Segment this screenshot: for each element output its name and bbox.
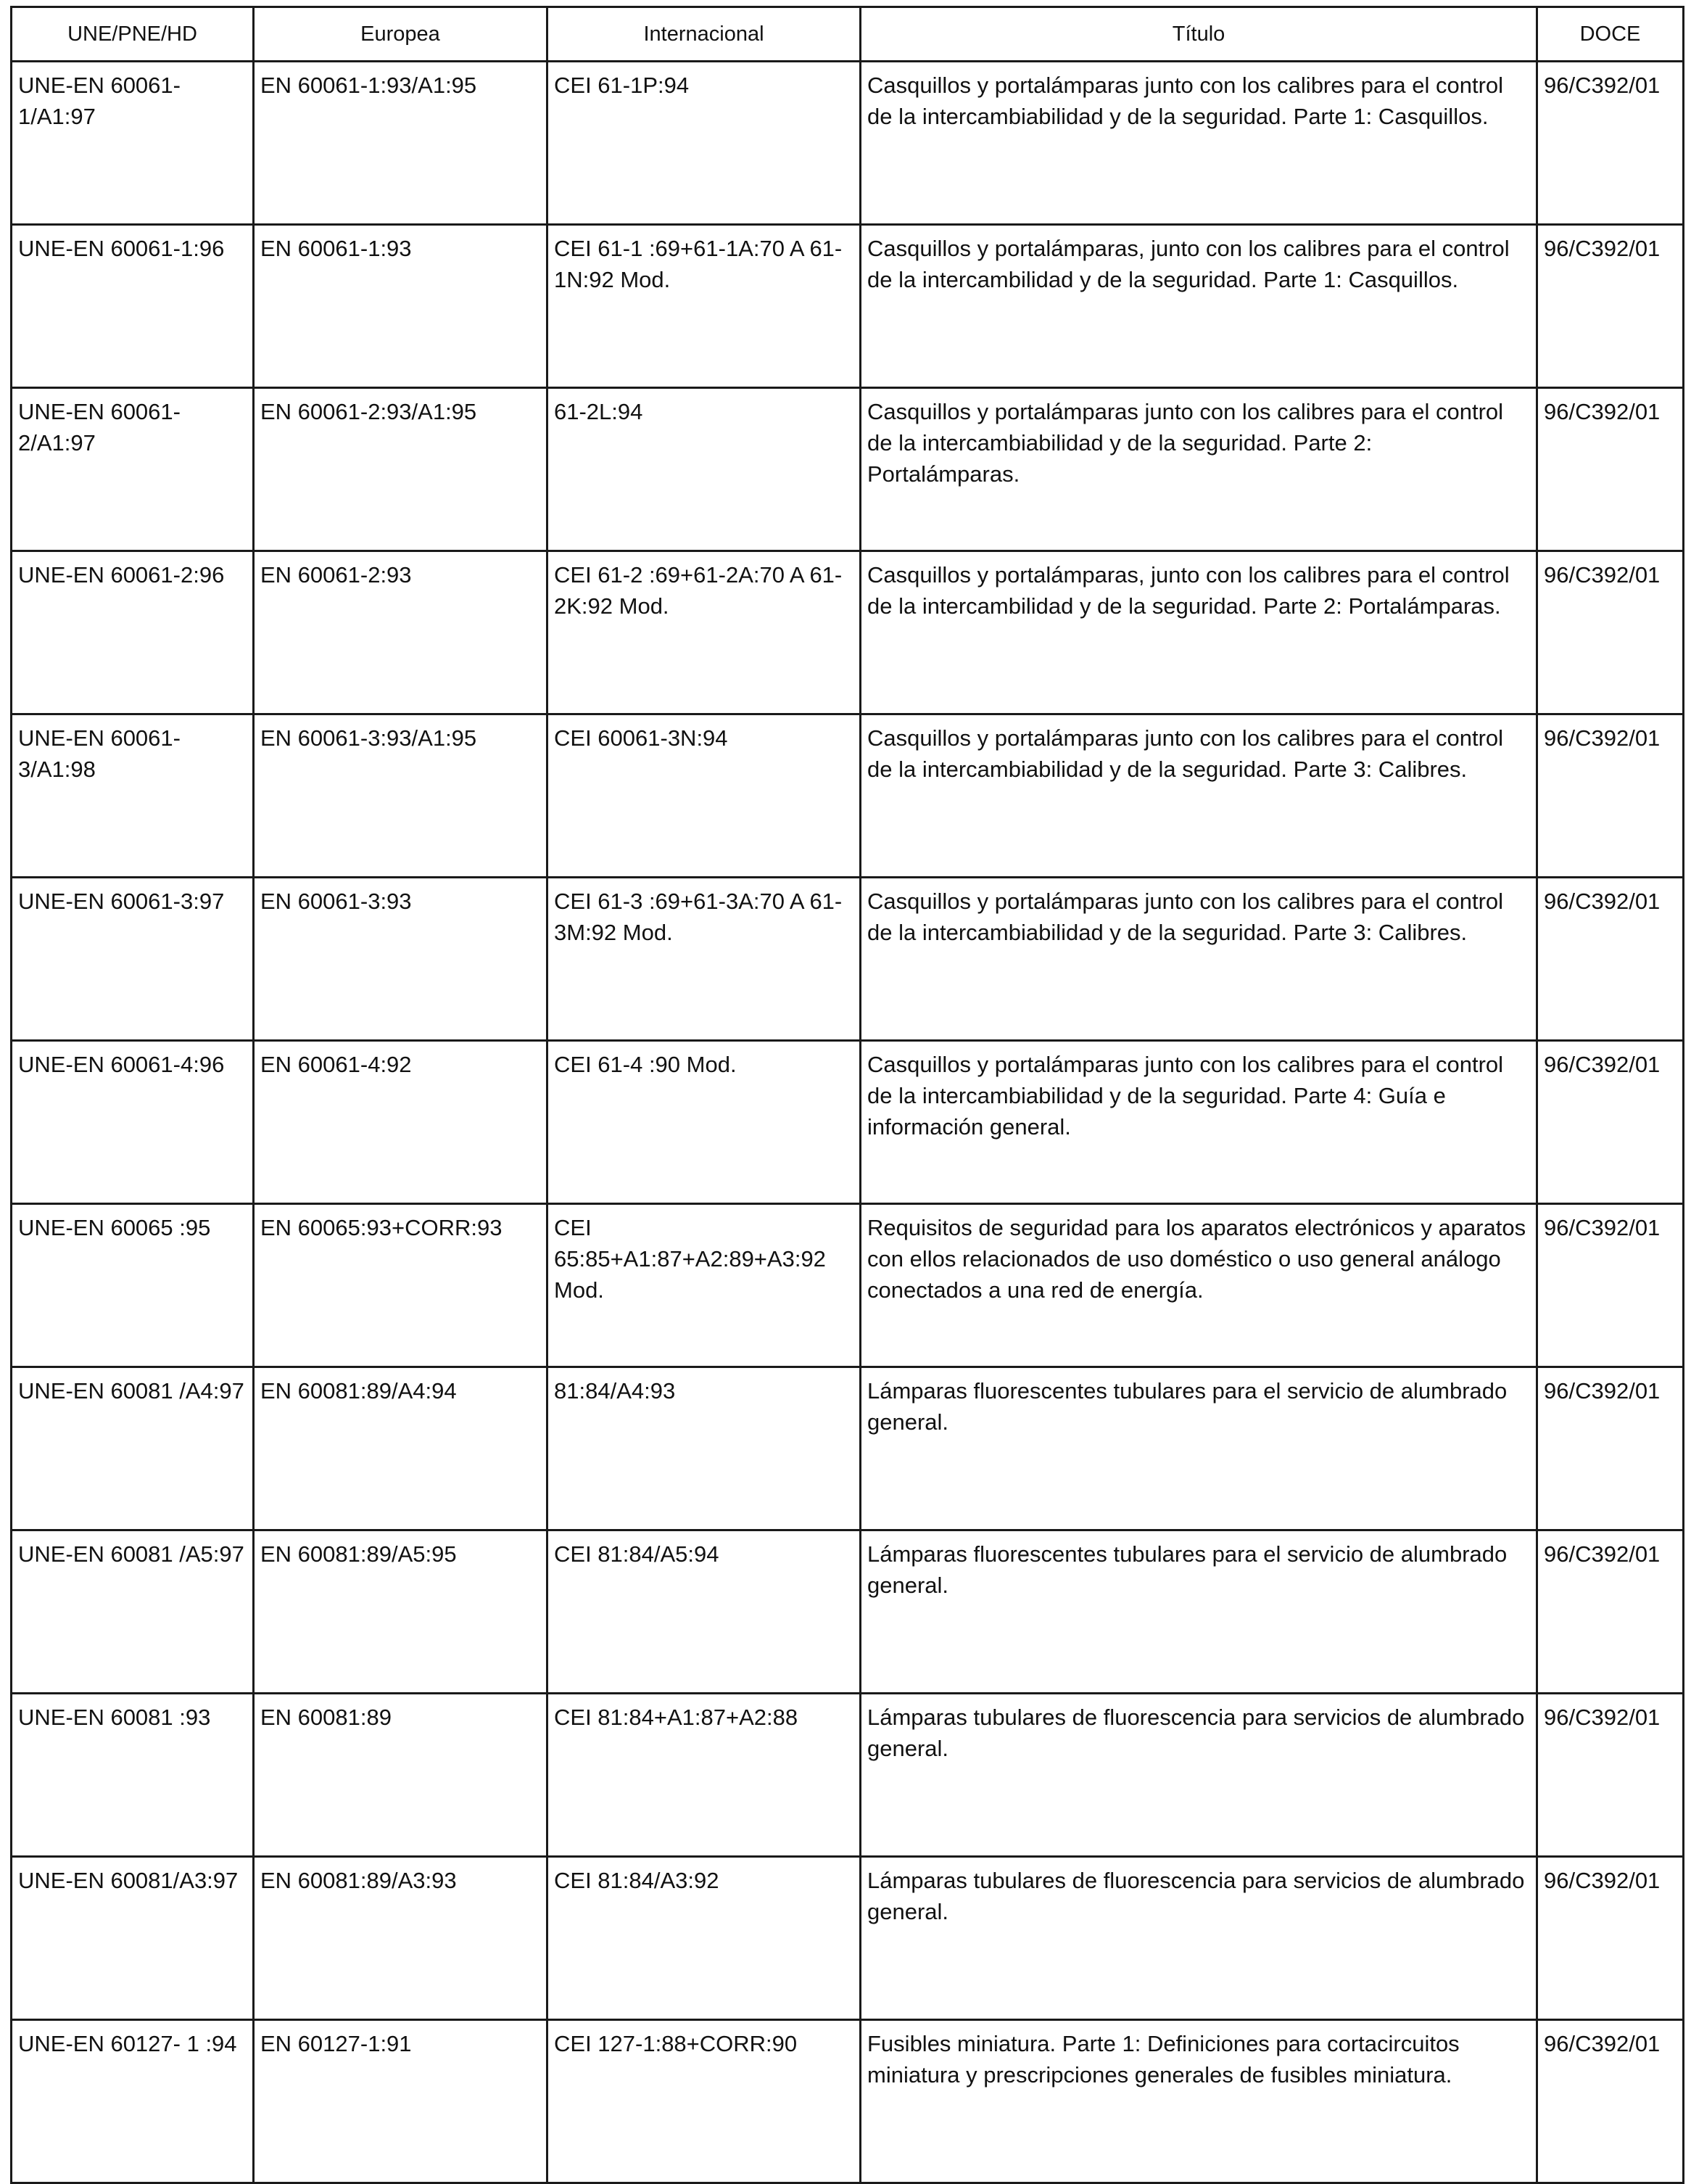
cell-une: UNE-EN 60061-1/A1:97 bbox=[12, 62, 254, 225]
standards-table bbox=[10, 6, 1684, 2184]
table-row bbox=[12, 1694, 1684, 1857]
cell-internacional: CEI 127-1:88+CORR:90 bbox=[547, 2020, 861, 2183]
table-row bbox=[12, 551, 1684, 714]
cell-doce: 96/C392/01 bbox=[1537, 2020, 1684, 2183]
table-row bbox=[12, 2020, 1684, 2183]
table-row bbox=[12, 388, 1684, 551]
cell-une: UNE-EN 60061-3:97 bbox=[12, 878, 254, 1041]
cell-titulo: Lámparas fluorescentes tubulares para el servicio de alumbrado general. bbox=[861, 1530, 1537, 1694]
cell-titulo: Casquillos y portalámparas junto con los calibres para el control de la intercambiabilidad y de la seguridad. Parte 3: Calibres. bbox=[861, 878, 1537, 1041]
cell-internacional: CEI 61-1P:94 bbox=[547, 62, 861, 225]
cell-une: UNE-EN 60081 :93 bbox=[12, 1694, 254, 1857]
cell-internacional: CEI 81:84/A5:94 bbox=[547, 1530, 861, 1694]
cell-une: UNE-EN 60061-1:96 bbox=[12, 225, 254, 388]
cell-une: UNE-EN 60061-2:96 bbox=[12, 551, 254, 714]
cell-une: UNE-EN 60061-4:96 bbox=[12, 1041, 254, 1204]
cell-doce: 96/C392/01 bbox=[1537, 62, 1684, 225]
cell-europea: EN 60061-4:92 bbox=[254, 1041, 547, 1204]
cell-europea: EN 60081:89/A5:95 bbox=[254, 1530, 547, 1694]
cell-internacional: CEI 81:84+A1:87+A2:88 bbox=[547, 1694, 861, 1857]
cell-europea: EN 60081:89/A4:94 bbox=[254, 1367, 547, 1530]
table-row bbox=[12, 878, 1684, 1041]
table-row bbox=[12, 1041, 1684, 1204]
cell-titulo: Lámparas tubulares de fluorescencia para servicios de alumbrado general. bbox=[861, 1694, 1537, 1857]
cell-doce: 96/C392/01 bbox=[1537, 1041, 1684, 1204]
cell-europea: EN 60061-1:93/A1:95 bbox=[254, 62, 547, 225]
cell-internacional: CEI 61-1 :69+61-1A:70 A 61-1N:92 Mod. bbox=[547, 225, 861, 388]
table-row bbox=[12, 714, 1684, 878]
cell-doce: 96/C392/01 bbox=[1537, 388, 1684, 551]
cell-europea: EN 60127-1:91 bbox=[254, 2020, 547, 2183]
table-row bbox=[12, 225, 1684, 388]
cell-internacional: CEI 61-2 :69+61-2A:70 A 61-2K:92 Mod. bbox=[547, 551, 861, 714]
cell-une: UNE-EN 60081/A3:97 bbox=[12, 1857, 254, 2020]
cell-une: UNE-EN 60127- 1 :94 bbox=[12, 2020, 254, 2183]
cell-titulo: Lámparas fluorescentes tubulares para el servicio de alumbrado general. bbox=[861, 1367, 1537, 1530]
cell-internacional: CEI 65:85+A1:87+A2:89+A3:92 Mod. bbox=[547, 1204, 861, 1367]
cell-internacional: 81:84/A4:93 bbox=[547, 1367, 861, 1530]
cell-europea: EN 60065:93+CORR:93 bbox=[254, 1204, 547, 1367]
header-europea: Europea bbox=[254, 7, 547, 62]
cell-doce: 96/C392/01 bbox=[1537, 1530, 1684, 1694]
cell-titulo: Fusibles miniatura. Parte 1: Definiciones para cortacircuitos miniatura y prescripciones generales de fusibles miniatura. bbox=[861, 2020, 1537, 2183]
cell-europea: EN 60081:89 bbox=[254, 1694, 547, 1857]
cell-doce: 96/C392/01 bbox=[1537, 1857, 1684, 2020]
cell-europea: EN 60061-1:93 bbox=[254, 225, 547, 388]
cell-internacional: CEI 60061-3N:94 bbox=[547, 714, 861, 878]
cell-doce: 96/C392/01 bbox=[1537, 878, 1684, 1041]
cell-doce: 96/C392/01 bbox=[1537, 714, 1684, 878]
cell-titulo: Casquillos y portalámparas junto con los calibres para el control de la intercambiabilidad y de la seguridad. Parte 4: Guía e información general. bbox=[861, 1041, 1537, 1204]
table-row bbox=[12, 1857, 1684, 2020]
cell-europea: EN 60061-3:93/A1:95 bbox=[254, 714, 547, 878]
cell-titulo: Lámparas tubulares de fluorescencia para servicios de alumbrado general. bbox=[861, 1857, 1537, 2020]
cell-internacional: 61-2L:94 bbox=[547, 388, 861, 551]
header-doce: DOCE bbox=[1537, 7, 1684, 62]
cell-internacional: CEI 61-3 :69+61-3A:70 A 61-3M:92 Mod. bbox=[547, 878, 861, 1041]
cell-doce: 96/C392/01 bbox=[1537, 551, 1684, 714]
cell-une: UNE-EN 60065 :95 bbox=[12, 1204, 254, 1367]
header-titulo: Título bbox=[861, 7, 1537, 62]
cell-titulo: Casquillos y portalámparas junto con los calibres para el control de la intercambiabilidad y de la seguridad. Parte 2: Portalámparas. bbox=[861, 388, 1537, 551]
cell-titulo: Casquillos y portalámparas, junto con los calibres para el control de la intercambilidad y de la seguridad. Parte 2: Portalámparas. bbox=[861, 551, 1537, 714]
cell-doce: 96/C392/01 bbox=[1537, 1694, 1684, 1857]
cell-europea: EN 60061-2:93 bbox=[254, 551, 547, 714]
cell-doce: 96/C392/01 bbox=[1537, 225, 1684, 388]
header-une: UNE/PNE/HD bbox=[12, 7, 254, 62]
cell-une: UNE-EN 60061-2/A1:97 bbox=[12, 388, 254, 551]
cell-une: UNE-EN 60081 /A4:97 bbox=[12, 1367, 254, 1530]
header-row bbox=[12, 7, 1684, 62]
cell-internacional: CEI 61-4 :90 Mod. bbox=[547, 1041, 861, 1204]
table-row bbox=[12, 1530, 1684, 1694]
cell-titulo: Casquillos y portalámparas junto con los calibres para el control de la intercambiabilidad y de la seguridad. Parte 1: Casquillos. bbox=[861, 62, 1537, 225]
cell-europea: EN 60061-3:93 bbox=[254, 878, 547, 1041]
table-row bbox=[12, 62, 1684, 225]
table-body bbox=[12, 62, 1684, 2183]
cell-titulo: Casquillos y portalámparas, junto con los calibres para el control de la intercambilidad y de la seguridad. Parte 1: Casquillos. bbox=[861, 225, 1537, 388]
cell-titulo: Casquillos y portalámparas junto con los calibres para el control de la intercambiabilidad y de la seguridad. Parte 3: Calibres. bbox=[861, 714, 1537, 878]
cell-internacional: CEI 81:84/A3:92 bbox=[547, 1857, 861, 2020]
cell-une: UNE-EN 60081 /A5:97 bbox=[12, 1530, 254, 1694]
table-row bbox=[12, 1367, 1684, 1530]
cell-doce: 96/C392/01 bbox=[1537, 1204, 1684, 1367]
table-row bbox=[12, 1204, 1684, 1367]
cell-titulo: Requisitos de seguridad para los aparatos electrónicos y aparatos con ellos relacionados de uso doméstico o uso general análogo conectados a una red de energía. bbox=[861, 1204, 1537, 1367]
cell-doce: 96/C392/01 bbox=[1537, 1367, 1684, 1530]
cell-une: UNE-EN 60061-3/A1:98 bbox=[12, 714, 254, 878]
cell-europea: EN 60061-2:93/A1:95 bbox=[254, 388, 547, 551]
cell-europea: EN 60081:89/A3:93 bbox=[254, 1857, 547, 2020]
header-internacional: Internacional bbox=[547, 7, 861, 62]
